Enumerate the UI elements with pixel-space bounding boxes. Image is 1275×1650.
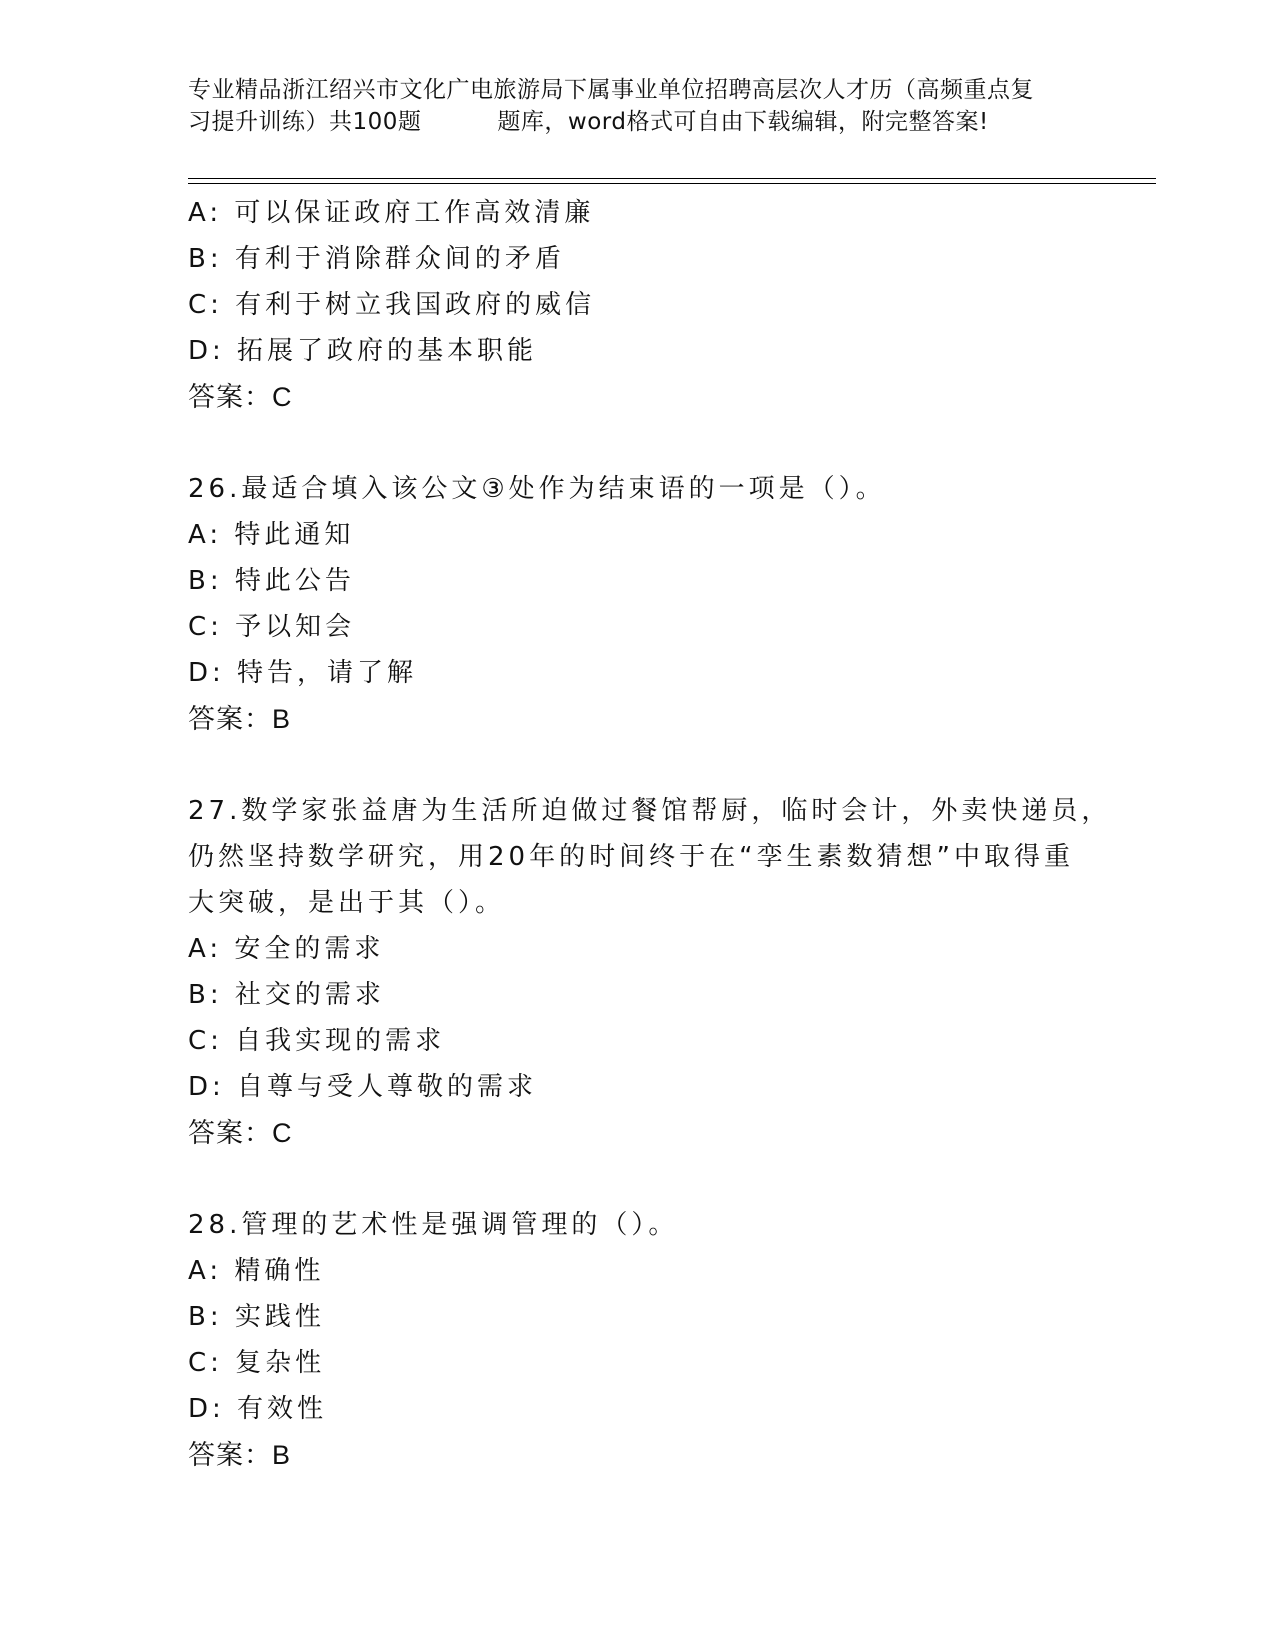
- option-b: B: 社交的需求: [188, 980, 385, 1010]
- document-header: [188, 74, 1088, 138]
- option-d: D: 特告，请了解: [188, 658, 418, 688]
- question-text: 28.管理的艺术性是强调管理的（）。: [188, 1210, 679, 1240]
- spacer: [188, 1156, 1148, 1202]
- spacer: [188, 742, 1148, 788]
- question-text-line-2: 仍然坚持数学研究，用20年的时间终于在“孪生素数猜想”中取得重: [188, 842, 1075, 872]
- question-list: [188, 190, 1148, 1478]
- answer: 答案：B: [188, 1440, 292, 1470]
- question-text-line-1: 27.数学家张益唐为生活所迫做过餐馆帮厨，临时会计，外卖快递员，: [188, 796, 1112, 826]
- option-b: B: 实践性: [188, 1302, 325, 1332]
- option-a: A: 精确性: [188, 1256, 325, 1286]
- option-b: B: 有利于消除群众间的矛盾: [188, 244, 565, 274]
- option-d: D: 自尊与受人尊敬的需求: [188, 1072, 538, 1102]
- option-b: B: 特此公告: [188, 566, 355, 596]
- spacer: [188, 420, 1148, 466]
- answer: 答案：C: [188, 382, 293, 412]
- header-rule-bottom: [188, 183, 1156, 184]
- question-26: [188, 466, 1148, 742]
- option-c: C: 有利于树立我国政府的威信: [188, 290, 596, 320]
- option-a: A: 特此通知: [188, 520, 355, 550]
- question-text-line-3: 大突破，是出于其（）。: [188, 888, 506, 918]
- answer: 答案：B: [188, 704, 292, 734]
- header-rule-top: [188, 178, 1156, 179]
- option-c: C: 复杂性: [188, 1348, 326, 1378]
- answer: 答案：C: [188, 1118, 293, 1148]
- option-d: D: 拓展了政府的基本职能: [188, 336, 538, 366]
- question-25-continued: [188, 190, 1148, 420]
- header-title-line-1: 专业精品浙江绍兴市文化广电旅游局下属事业单位招聘高层次人才历（高频重点复: [188, 77, 1034, 103]
- option-c: C: 自我实现的需求: [188, 1026, 446, 1056]
- option-a: A: 可以保证政府工作高效清廉: [188, 198, 595, 228]
- option-c: C: 予以知会: [188, 612, 356, 642]
- question-28: [188, 1202, 1148, 1478]
- header-title-part-b: 题库，word格式可自由下载编辑，附完整答案!: [497, 109, 989, 135]
- question-text: 26.最适合填入该公文③处作为结束语的一项是（）。: [188, 474, 886, 504]
- option-a: A: 安全的需求: [188, 934, 385, 964]
- option-d: D: 有效性: [188, 1394, 328, 1424]
- question-27: [188, 788, 1148, 1156]
- header-title-part-a: 习提升训练）共100题: [188, 109, 422, 135]
- header-title-line-2: [188, 106, 1088, 138]
